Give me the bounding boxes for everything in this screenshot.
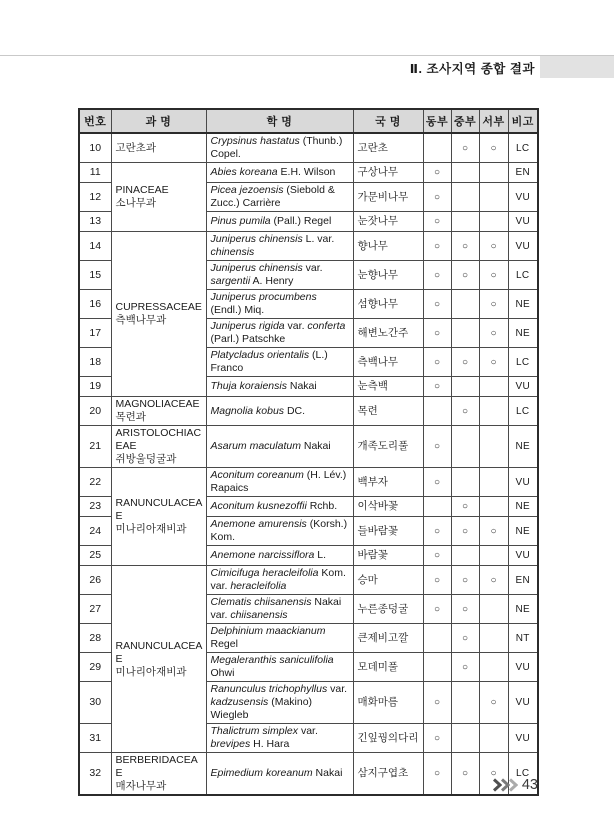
sci-name-author: (H. Lév.) Rapaics xyxy=(210,469,347,494)
sci-name-author: Nakai var. xyxy=(210,596,342,621)
table-row xyxy=(79,133,538,163)
table-row xyxy=(79,566,538,595)
korean-name-cell: 눈측백 xyxy=(353,377,423,397)
note-cell: VU xyxy=(508,682,538,724)
region-central-cell xyxy=(451,163,479,183)
family-cell xyxy=(111,426,206,468)
note-cell: LC xyxy=(508,133,538,163)
sci-name-italic: Aconitum coreanum xyxy=(210,469,304,481)
region-east-cell: ○ xyxy=(423,566,451,595)
korean-name-cell: 향나무 xyxy=(353,232,423,261)
korean-name-cell: 목련 xyxy=(353,397,423,426)
col-header-korname: 국 명 xyxy=(353,109,423,133)
scientific-name-cell xyxy=(206,753,353,796)
note-cell: EN xyxy=(508,566,538,595)
sci-name-author: Ohwi xyxy=(210,667,235,679)
family-name-line: PINACEAE xyxy=(115,184,169,196)
sci-name-italic: Abies koreana xyxy=(210,166,278,178)
note-cell: NE xyxy=(508,497,538,517)
sci-name-italic: Cimicifuga heracleifolia xyxy=(210,567,319,579)
note-cell: NE xyxy=(508,290,538,319)
table-header xyxy=(79,109,538,133)
col-header-west: 서부 xyxy=(479,109,508,133)
family-cell xyxy=(111,163,206,232)
region-central-cell: ○ xyxy=(451,517,479,546)
sci-name-author: (Pall.) Regel xyxy=(270,215,332,227)
family-name-line: 고란초과 xyxy=(115,141,157,154)
region-east-cell: ○ xyxy=(423,290,451,319)
row-number-cell: 30 xyxy=(79,682,111,724)
note-cell: NE xyxy=(508,517,538,546)
table-header-row xyxy=(79,109,538,133)
region-central-cell xyxy=(451,290,479,319)
sci-name-italic: Anemone narcissiflora xyxy=(210,549,315,561)
page-footer xyxy=(492,777,538,793)
sci-name-italic: Platycladus orientalis xyxy=(210,349,310,361)
family-name-line: 측백나무과 xyxy=(115,314,167,326)
sci-name-author: DC. xyxy=(284,404,306,417)
scientific-name-cell xyxy=(206,595,353,624)
scientific-name-cell xyxy=(206,183,353,212)
sci-name-author: Nakai xyxy=(312,767,343,779)
sci-name-author: var. xyxy=(298,725,318,737)
scientific-name-cell xyxy=(206,348,353,377)
region-east-cell: ○ xyxy=(423,724,451,753)
region-central-cell: ○ xyxy=(451,133,479,163)
section-tab-marker xyxy=(540,56,614,78)
sci-name-author: Nakai xyxy=(286,380,317,392)
region-central-cell: ○ xyxy=(451,653,479,682)
row-number-cell: 19 xyxy=(79,377,111,397)
region-central-cell xyxy=(451,682,479,724)
note-cell: NE xyxy=(508,426,538,468)
region-central-cell: ○ xyxy=(451,566,479,595)
region-east-cell: ○ xyxy=(423,377,451,397)
sci-name-author: (Parl.) Patschke xyxy=(210,333,286,345)
sci-name-author: Kom. var. xyxy=(210,567,346,592)
korean-name-cell: 누른종덩굴 xyxy=(353,595,423,624)
family-cell xyxy=(111,566,206,753)
row-number-cell: 21 xyxy=(79,426,111,468)
family-name-line: ARISTOLOCHIACEAE xyxy=(115,427,202,452)
sci-name-italic: Pinus pumila xyxy=(210,215,271,227)
family-cell xyxy=(111,468,206,566)
scientific-name-cell xyxy=(206,426,353,468)
scientific-name-cell xyxy=(206,133,353,163)
scientific-name-cell xyxy=(206,624,353,653)
korean-name-cell: 바람꽃 xyxy=(353,546,423,566)
sci-name-italic: Crypsinus hastatus xyxy=(210,135,300,147)
row-number-cell: 14 xyxy=(79,232,111,261)
region-west-cell: ○ xyxy=(479,319,508,348)
region-east-cell: ○ xyxy=(423,546,451,566)
region-east-cell: ○ xyxy=(423,348,451,377)
note-cell: VU xyxy=(508,653,538,682)
region-east-cell: ○ xyxy=(423,682,451,724)
region-west-cell xyxy=(479,546,508,566)
col-header-east: 동부 xyxy=(423,109,451,133)
scientific-name-cell xyxy=(206,653,353,682)
sci-name-italic: Megaleranthis saniculifolia xyxy=(210,654,334,666)
region-west-cell xyxy=(479,653,508,682)
sci-name-italic: kadzusensis xyxy=(210,696,269,708)
region-central-cell xyxy=(451,426,479,468)
note-cell: LC xyxy=(508,348,538,377)
sci-name-author: Rchb. xyxy=(306,500,338,512)
sci-name-author: L. var. xyxy=(302,233,335,245)
row-number-cell: 27 xyxy=(79,595,111,624)
scientific-name-cell xyxy=(206,377,353,397)
scientific-name-cell xyxy=(206,163,353,183)
region-east-cell: ○ xyxy=(423,319,451,348)
region-east-cell: ○ xyxy=(423,163,451,183)
sci-name-italic: chiisanensis xyxy=(230,609,288,621)
region-east-cell: ○ xyxy=(423,468,451,497)
region-west-cell xyxy=(479,183,508,212)
sci-name-italic: Epimedium koreanum xyxy=(210,767,313,779)
sci-name-author: (L.) Franco xyxy=(210,349,328,374)
sci-name-italic: Juniperus rigida xyxy=(210,320,285,332)
family-name-line: 소나무과 xyxy=(115,197,157,209)
table-row xyxy=(79,468,538,497)
sci-name-author: var. xyxy=(302,262,323,274)
korean-name-cell: 해변노간주 xyxy=(353,319,423,348)
sci-name-author: E.H. Wilson xyxy=(277,166,336,178)
family-name-line: MAGNOLIACEAE xyxy=(115,398,200,410)
region-west-cell: ○ xyxy=(479,232,508,261)
region-central-cell xyxy=(451,377,479,397)
table-row xyxy=(79,163,538,183)
note-cell: VU xyxy=(508,212,538,232)
region-east-cell xyxy=(423,624,451,653)
korean-name-cell: 섬향나무 xyxy=(353,290,423,319)
chevron-icon xyxy=(508,778,518,792)
scientific-name-cell xyxy=(206,319,353,348)
region-east-cell xyxy=(423,497,451,517)
region-east-cell xyxy=(423,397,451,426)
family-cell xyxy=(111,133,206,163)
sci-name-author: var. xyxy=(327,683,348,695)
scientific-name-cell xyxy=(206,261,353,290)
sci-name-italic: brevipes xyxy=(210,738,251,750)
korean-name-cell: 개족도리풀 xyxy=(353,426,423,468)
family-name-line: RANUNCULACEAE xyxy=(115,639,203,665)
family-name-line: CUPRESSACEAE xyxy=(115,301,202,313)
family-cell xyxy=(111,753,206,796)
table-row xyxy=(79,232,538,261)
sci-name-italic: Juniperus chinensis xyxy=(210,233,303,245)
family-cell xyxy=(111,397,206,426)
region-west-cell xyxy=(479,377,508,397)
korean-name-cell: 백부자 xyxy=(353,468,423,497)
family-name-line: 쥐방울덩굴과 xyxy=(115,453,177,465)
region-west-cell: ○ xyxy=(479,348,508,377)
region-central-cell xyxy=(451,212,479,232)
sci-name-italic: Anemone amurensis xyxy=(210,518,307,530)
sci-name-italic: Juniperus chinensis xyxy=(210,262,303,274)
sci-name-italic: Ranunculus trichophyllus xyxy=(210,683,328,695)
korean-name-cell: 이삭바꽃 xyxy=(353,497,423,517)
sci-name-italic: chinensis xyxy=(210,246,255,258)
sci-name-italic: Thalictrum simplex xyxy=(210,725,299,737)
sci-name-author: (Endl.) Miq. xyxy=(210,304,265,316)
sci-name-author: Nakai xyxy=(300,440,331,452)
sci-name-author: (Siebold & Zucc.) Carrière xyxy=(210,184,335,209)
row-number-cell: 28 xyxy=(79,624,111,653)
family-name-line: 미나리아재비과 xyxy=(115,523,187,535)
korean-name-cell: 가문비나무 xyxy=(353,183,423,212)
row-number-cell: 15 xyxy=(79,261,111,290)
sci-name-author: L. xyxy=(314,549,327,561)
region-central-cell: ○ xyxy=(451,397,479,426)
scientific-name-cell xyxy=(206,517,353,546)
family-name-line: RANUNCULACEAE xyxy=(115,497,203,522)
row-number-cell: 20 xyxy=(79,397,111,426)
region-west-cell xyxy=(479,497,508,517)
korean-name-cell: 승마 xyxy=(353,566,423,595)
sci-name-italic: Thuja koraiensis xyxy=(210,380,287,392)
korean-name-cell: 들바람꽃 xyxy=(353,517,423,546)
region-west-cell: ○ xyxy=(479,261,508,290)
sci-name-italic: Clematis chiisanensis xyxy=(210,596,312,608)
region-east-cell xyxy=(423,653,451,682)
sci-name-author: var. xyxy=(284,320,308,332)
sci-name-author: Regel xyxy=(210,638,238,650)
row-number-cell: 32 xyxy=(79,753,111,796)
sci-name-italic: Asarum maculatum xyxy=(210,440,301,452)
region-central-cell xyxy=(451,724,479,753)
korean-name-cell: 눈잣나무 xyxy=(353,212,423,232)
header-rule xyxy=(0,55,614,56)
row-number-cell: 24 xyxy=(79,517,111,546)
sci-name-italic: heracleifolia xyxy=(230,580,287,592)
region-west-cell: ○ xyxy=(479,290,508,319)
sci-name-italic: Magnolia kobus xyxy=(210,404,285,417)
region-central-cell: ○ xyxy=(451,624,479,653)
sci-name-italic: Picea jezoensis xyxy=(210,184,284,196)
col-header-note: 비고 xyxy=(508,109,538,133)
row-number-cell: 23 xyxy=(79,497,111,517)
row-number-cell: 17 xyxy=(79,319,111,348)
note-cell: VU xyxy=(508,377,538,397)
col-header-number: 번호 xyxy=(79,109,111,133)
row-number-cell: 13 xyxy=(79,212,111,232)
family-cell xyxy=(111,232,206,397)
region-central-cell xyxy=(451,546,479,566)
note-cell: EN xyxy=(508,163,538,183)
table-row xyxy=(79,753,538,796)
sci-name-author: A. Henry xyxy=(250,275,294,287)
korean-name-cell: 삼지구엽초 xyxy=(353,753,423,796)
region-central-cell: ○ xyxy=(451,348,479,377)
note-cell: NE xyxy=(508,595,538,624)
family-name-line: 미나리아재비과 xyxy=(115,665,187,678)
region-west-cell xyxy=(479,595,508,624)
note-cell: NE xyxy=(508,319,538,348)
section-header-title: Ⅱ. 조사지역 종합 결과 xyxy=(409,62,535,76)
region-west-cell: ○ xyxy=(479,133,508,163)
col-header-central: 중부 xyxy=(451,109,479,133)
region-east-cell: ○ xyxy=(423,183,451,212)
region-east-cell: ○ xyxy=(423,753,451,796)
scientific-name-cell xyxy=(206,290,353,319)
region-east-cell xyxy=(423,133,451,163)
family-name-line: 목련과 xyxy=(115,411,146,423)
note-cell: LC xyxy=(508,261,538,290)
row-number-cell: 31 xyxy=(79,724,111,753)
region-east-cell: ○ xyxy=(423,261,451,290)
region-west-cell xyxy=(479,426,508,468)
region-west-cell xyxy=(479,212,508,232)
scientific-name-cell xyxy=(206,397,353,426)
korean-name-cell: 눈향나무 xyxy=(353,261,423,290)
scientific-name-cell xyxy=(206,546,353,566)
note-cell: VU xyxy=(508,724,538,753)
korean-name-cell: 모데미풀 xyxy=(353,653,423,682)
korean-name-cell: 구상나무 xyxy=(353,163,423,183)
region-west-cell: ○ xyxy=(479,566,508,595)
note-cell: VU xyxy=(508,546,538,566)
sci-name-italic: conferta xyxy=(307,320,346,332)
region-central-cell: ○ xyxy=(451,497,479,517)
scientific-name-cell xyxy=(206,724,353,753)
scientific-name-cell xyxy=(206,468,353,497)
korean-name-cell: 긴잎꿩의다리 xyxy=(353,724,423,753)
species-table-body xyxy=(79,133,538,795)
row-number-cell: 26 xyxy=(79,566,111,595)
sci-name-italic: Delphinium maackianum xyxy=(210,625,326,637)
sci-name-author: (Thunb.) Copel. xyxy=(210,135,343,160)
scientific-name-cell xyxy=(206,212,353,232)
page-number: 43 xyxy=(521,777,538,793)
region-central-cell: ○ xyxy=(451,595,479,624)
region-central-cell: ○ xyxy=(451,261,479,290)
scientific-name-cell xyxy=(206,232,353,261)
korean-name-cell: 고란초 xyxy=(353,133,423,163)
region-central-cell xyxy=(451,183,479,212)
region-east-cell: ○ xyxy=(423,212,451,232)
scientific-name-cell xyxy=(206,497,353,517)
note-cell: LC xyxy=(508,397,538,426)
sci-name-author: (Korsh.) Kom. xyxy=(210,518,348,543)
region-east-cell: ○ xyxy=(423,595,451,624)
region-west-cell xyxy=(479,397,508,426)
row-number-cell: 29 xyxy=(79,653,111,682)
region-central-cell: ○ xyxy=(451,232,479,261)
region-central-cell xyxy=(451,319,479,348)
region-west-cell: ○ xyxy=(479,682,508,724)
scientific-name-cell xyxy=(206,682,353,724)
region-west-cell xyxy=(479,468,508,497)
sci-name-italic: Aconitum kusnezoffii xyxy=(210,500,307,512)
region-west-cell xyxy=(479,163,508,183)
family-name-line: BERBERIDACEAE xyxy=(115,754,198,779)
region-east-cell: ○ xyxy=(423,232,451,261)
sci-name-italic: Juniperus procumbens xyxy=(210,291,317,303)
sci-name-italic: sargentii xyxy=(210,275,251,287)
family-name-line: 매자나무과 xyxy=(115,780,167,792)
korean-name-cell: 매화마름 xyxy=(353,682,423,724)
region-east-cell: ○ xyxy=(423,426,451,468)
row-number-cell: 16 xyxy=(79,290,111,319)
scientific-name-cell xyxy=(206,566,353,595)
sci-name-author: H. Hara xyxy=(250,738,290,750)
sci-name-author: (Makino) Wiegleb xyxy=(210,696,313,721)
row-number-cell: 22 xyxy=(79,468,111,497)
region-central-cell xyxy=(451,468,479,497)
col-header-family: 과 명 xyxy=(111,109,206,133)
species-table xyxy=(78,108,539,796)
note-cell: LC xyxy=(508,753,538,796)
table-row xyxy=(79,426,538,468)
col-header-sciname: 학 명 xyxy=(206,109,353,133)
region-east-cell: ○ xyxy=(423,517,451,546)
table-row xyxy=(79,397,538,426)
korean-name-cell: 측백나무 xyxy=(353,348,423,377)
korean-name-cell: 큰제비고깔 xyxy=(353,624,423,653)
region-central-cell: ○ xyxy=(451,753,479,796)
note-cell: VU xyxy=(508,183,538,212)
note-cell: NT xyxy=(508,624,538,653)
row-number-cell: 12 xyxy=(79,183,111,212)
region-west-cell xyxy=(479,624,508,653)
region-west-cell xyxy=(479,724,508,753)
row-number-cell: 18 xyxy=(79,348,111,377)
row-number-cell: 25 xyxy=(79,546,111,566)
row-number-cell: 11 xyxy=(79,163,111,183)
region-west-cell: ○ xyxy=(479,517,508,546)
region-west-cell: ○ xyxy=(479,753,508,796)
row-number-cell: 10 xyxy=(79,133,111,163)
note-cell: VU xyxy=(508,468,538,497)
note-cell: VU xyxy=(508,232,538,261)
